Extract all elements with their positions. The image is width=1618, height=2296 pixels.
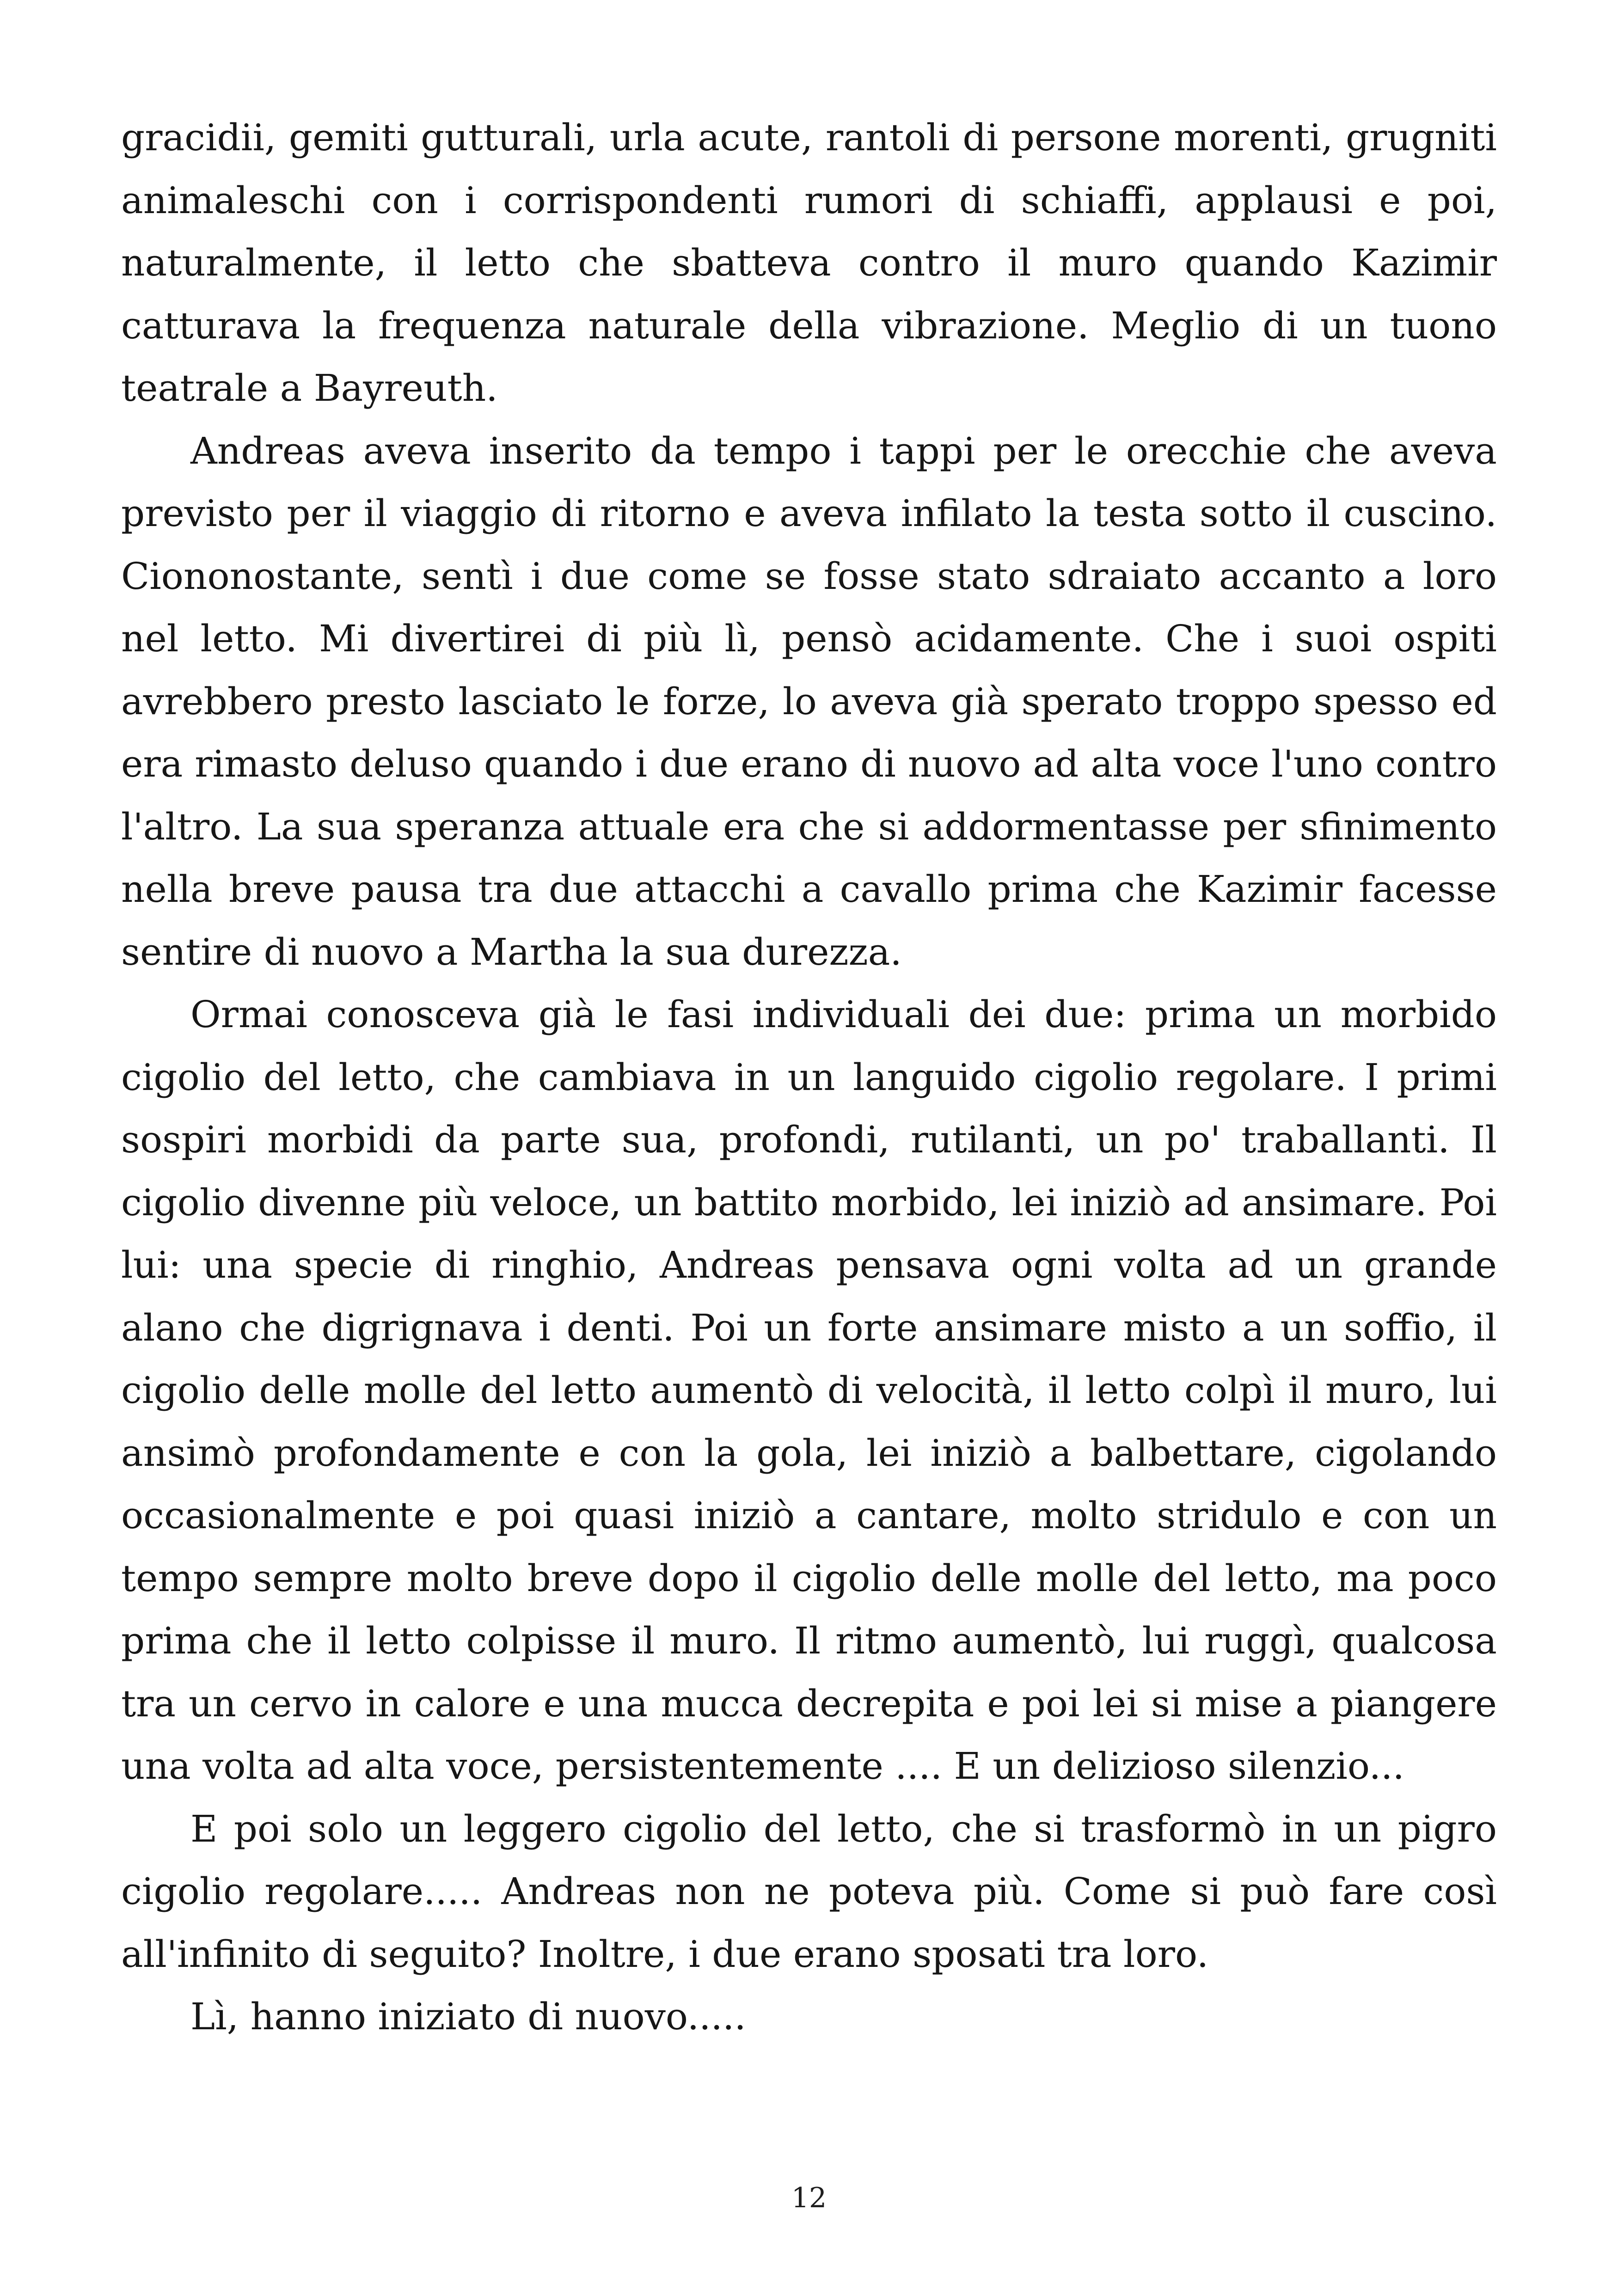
paragraph-4: E poi solo un leggero cigolio del letto, che si trasformò in un pigro cigolio regolare..... Andreas non ne poteva più. Come si può fare così all'infinito di seguito? Inoltre, i due erano sposati tra loro.: [121, 1807, 1497, 1976]
paragraph-2: Andreas aveva inserito da tempo i tappi per le orecchie che aveva previsto per il viaggio di ritorno e aveva infilato la testa sotto il cuscino. Ciononostante, sentì i due come se fosse stato sdraiato accanto a loro nel letto. Mi divertirei di più lì, pensò acidamente. Che i suoi ospiti avrebbero presto lasciato le forze, lo aveva già sperato troppo spesso ed era rimasto deluso quando i due erano di nuovo ad alta voce l'uno contro l'altro. La sua speranza attuale era che si addormentasse per sfinimento nella breve pausa tra due attacchi a cavallo prima che Kazimir facesse sentire di nuovo a Martha la sua durezza.: [121, 429, 1497, 974]
paragraph-5: Lì, hanno iniziato di nuovo.....: [190, 1995, 746, 2038]
page-number: 12: [791, 2182, 827, 2214]
paragraph-1: gracidii, gemiti gutturali, urla acute, rantoli di persone morenti, grugniti animaleschi con i corrispondenti rumori di schiaffi, applausi e poi, naturalmente, il letto che sbatteva contro il muro quando Kazimir catturava la frequenza naturale della vibrazione. Meglio di un tuono teatrale a Bayreuth.: [121, 116, 1497, 410]
paragraph-3: Ormai conosceva già le fasi individuali dei due: prima un morbido cigolio del letto, che cambiava in un languido cigolio regolare. I primi sospiri morbidi da parte sua, profondi, rutilanti, un po' traballanti. Il cigolio divenne più veloce, un battito morbido, lei iniziò ad ansimare. Poi lui: una specie di ringhio, Andreas pensava ogni volta ad un grande alano che digrignava i denti. Poi un forte ansimare misto a un soffio, il cigolio delle molle del letto aumentò di velocità, il letto colpì il muro, lui ansimò profondamente e con la gola, lei iniziò a balbettare, cigolando occasionalmente e poi quasi iniziò a cantare, molto stridulo e con un tempo sempre molto breve dopo il cigolio delle molle del letto, ma poco prima che il letto colpisse il muro. Il ritmo aumentò, lui ruggì, qualcosa tra un cervo in calore e una mucca decrepita e poi lei si mise a piangere una volta ad alta voce, persistentemente .... E un delizioso silenzio...: [121, 993, 1497, 1788]
body-text: [121, 106, 1497, 2048]
